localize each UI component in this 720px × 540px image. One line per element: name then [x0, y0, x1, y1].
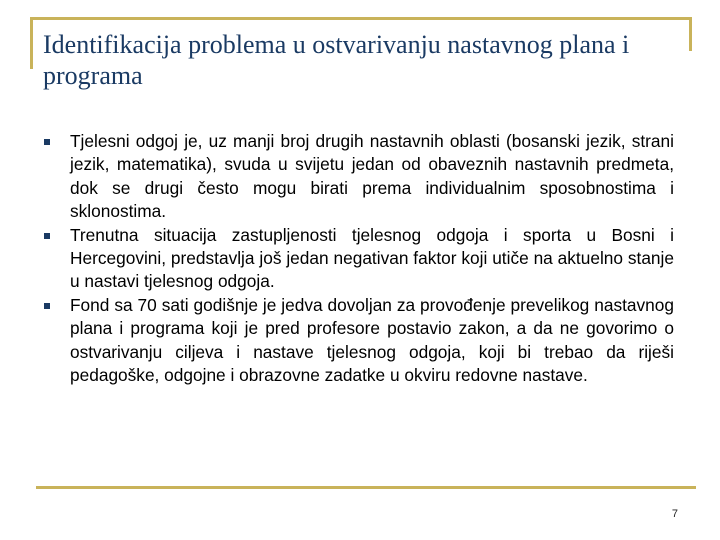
title-frame-top-line	[30, 17, 692, 20]
slide-title: Identifikacija problema u ostvarivanju nastavnog plana i programa	[43, 30, 630, 90]
square-bullet-icon	[44, 303, 50, 309]
bullet-text: Trenutna situacija zastupljenosti tjelesnog odgoja i sporta u Bosni i Hercegovini, predstavlja još jedan negativan faktor koji utiče na aktuelno stanje u nastavi tjelesnog odgoja.	[70, 224, 674, 292]
square-bullet-icon	[44, 139, 50, 145]
bullet-list	[44, 130, 674, 387]
bullet-text: Tjelesni odgoj je, uz manji broj drugih nastavnih oblasti (bosanski jezik, strani jezik, matematika), svuda u svijetu jedan od obaveznih nastavnih predmeta, dok se drugi često mogu birati prema individualnim sposobnostima i sklonostima.	[70, 131, 674, 222]
bullet-text: Fond sa 70 sati godišnje je jedva dovoljan za provođenje prevelikog nastavnog plana i programa koji je pred profesore postavio zakon, a da ne govorimo o ostvarivanju ciljeva i nastave tjelesnog odgoja, koji bi trebao da riješi pedagoške, odgojne i obrazovne zadatke u okviru redovne nastave.	[70, 294, 674, 386]
page-number: 7	[671, 508, 678, 520]
bullet-item	[44, 294, 674, 388]
bullet-item	[44, 224, 674, 294]
footer-divider	[36, 486, 696, 489]
title-frame-right-line	[689, 17, 692, 51]
square-bullet-icon	[44, 233, 50, 239]
title-frame-left-line	[30, 17, 33, 69]
bullet-item	[44, 130, 674, 224]
